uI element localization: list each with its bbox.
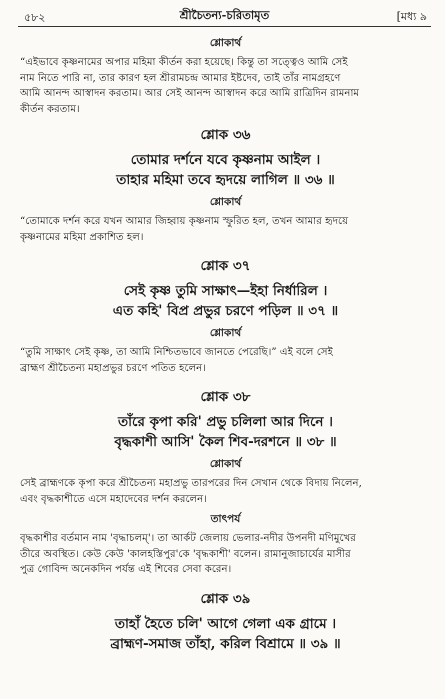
page-number: ৫৮২ xyxy=(24,11,46,24)
text-line: এবং বৃদ্ধকাশীতে এসে মহাদেবের দর্শন করলেন। xyxy=(20,493,207,505)
book-title: শ্রীচৈতন্য-চরিতামৃত xyxy=(179,8,270,22)
page-content xyxy=(20,36,431,654)
text-line: কৃষ্ণনামের মহিমা প্রকাশিত হল। xyxy=(20,231,144,243)
translation-label: শ্লোকার্থ xyxy=(209,37,242,49)
verse-heading: শ্লোক ৩৬ xyxy=(200,127,251,143)
verse-line: তাহাঁ হৈতে চলি' আগে গেলা এক গ্রামে । xyxy=(114,615,337,632)
text-line: আমি আনন্দ আস্বাদন করতাম। আর সেই আনন্দ আস্বাদন করে আমি রাত্রিদিন রামনাম xyxy=(20,88,360,99)
text-line: তীরে অবস্থিত। কেউ কেউ 'কালহস্তিপুর'কে 'বৃদ্ধকাশী' বলেন। রামানুজাচার্যের মাসীর xyxy=(20,548,351,560)
text-line: ব্রাহ্মণ শ্রীচৈতন্য মহাপ্রভুর চরণে পতিত হলেন। xyxy=(20,362,206,374)
text-line: নাম নিতে পারি না, তার কারণ হল শ্রীরামচন্দ্র আমার ইষ্টদেব, তাই তাঁর নামগ্রহণে xyxy=(20,72,341,84)
verse-block-36 xyxy=(20,124,431,245)
text-line: “এইভাবে কৃষ্ণনামের অপার মহিমা কীর্তন করা হয়েছে। কিন্তু তা সত্ত্বেও আমি সেই xyxy=(20,57,348,68)
translation-label: শ্লোকার্থ xyxy=(209,458,242,470)
text-line: “তুমি সাক্ষাৎ সেই কৃষ্ণ, তা আমি নিশ্চিতভাবে জানতে পেরেছি।” এই বলে সেই xyxy=(20,347,333,358)
purport-label: তাৎপর্য xyxy=(210,513,241,525)
running-header xyxy=(18,4,431,27)
verse-heading: শ্লোক ৩৮ xyxy=(200,389,251,405)
text-line: বৃদ্ধকাশীর বর্তমান নাম 'বৃদ্ধাচলম্'। তা আর্কট জেলায় ভেলার-নদীর উপনদী মণিমুখের xyxy=(20,533,356,544)
translation-text xyxy=(20,476,431,507)
verse-line: এত কহি' বিপ্র প্রভুর চরণে পড়িল ॥ ৩৭ ॥ xyxy=(112,303,339,319)
text-line: সেই ব্রাহ্মণকে কৃপা করে শ্রীচৈতন্য মহাপ্রভু তারপরের দিন সেখান থেকে বিদায় নিলেন, xyxy=(20,478,362,489)
verse-line: বৃদ্ধকাশী আসি' কৈল শিব-দরশনে ॥ ৩৮ ॥ xyxy=(114,434,337,450)
translation-text xyxy=(20,214,431,245)
verse-line: ব্রাহ্মণ-সমাজ তাঁহা, করিল বিশ্রামে ॥ ৩৯ ॥ xyxy=(110,635,341,652)
text-line: কীর্তন করতাম। xyxy=(20,103,80,115)
verse-block-38 xyxy=(20,386,431,578)
translation-label: শ্লোকার্থ xyxy=(209,196,242,208)
verse-heading: শ্লোক ৩৯ xyxy=(200,590,251,607)
verse-block-39 xyxy=(20,588,431,654)
verse-heading: শ্লোক ৩৭ xyxy=(200,258,251,274)
verse-block-37 xyxy=(20,255,431,376)
text-line: পুত্র গোবিন্দ অনেকদিন পর্যন্ত এই শিবের সেবা করেন। xyxy=(20,564,232,575)
verse-line: তাহার মহিমা তবে হৃদয়ে লাগিল ॥ ৩৬ ॥ xyxy=(116,172,335,188)
verse-line: তোমার দর্শনে যবে কৃষ্ণনাম আইল । xyxy=(130,152,321,168)
translation-label: শ্লোকার্থ xyxy=(209,327,242,339)
verse-line: সেই কৃষ্ণ তুমি সাক্ষাৎ—ইহা নির্ধারিল । xyxy=(123,283,328,299)
translation-block xyxy=(20,36,431,117)
purport-text xyxy=(20,531,431,578)
translation-text xyxy=(20,55,431,117)
translation-text xyxy=(20,345,431,376)
verse-line: তাঁরে কৃপা করি' প্রভু চলিলা আর দিনে । xyxy=(118,414,333,430)
text-line: “তোমাকে দর্শন করে যখন আমার জিহ্বায় কৃষ্ণনাম স্ফুরিত হল, তখন আমার হৃদয়ে xyxy=(20,216,349,227)
chapter-section: [মধ্য ৯ xyxy=(396,10,427,23)
